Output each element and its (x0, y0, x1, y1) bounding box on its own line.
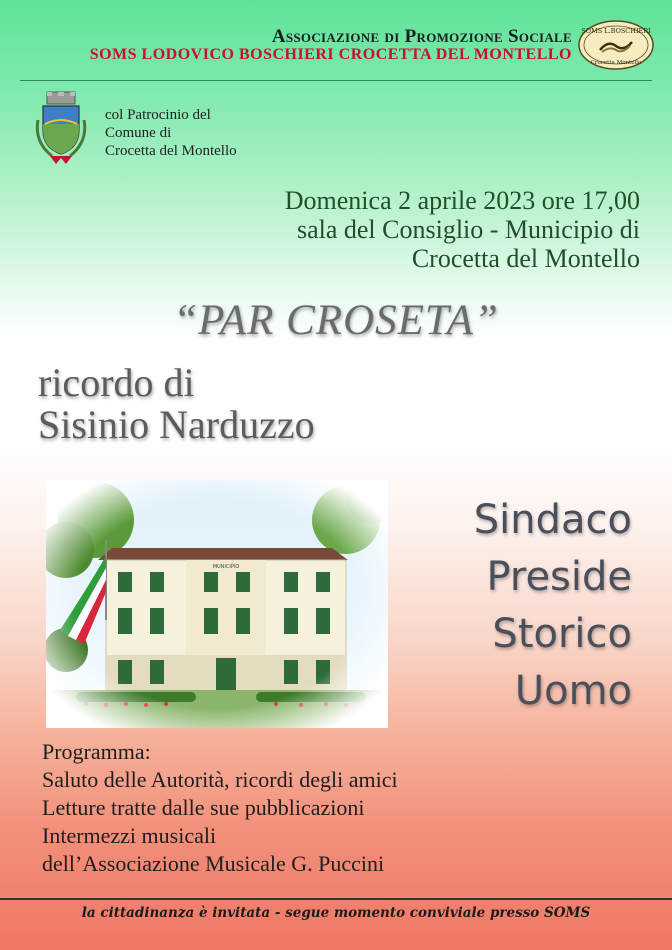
logo-text-top: SOMS L.BOSCHIERI (581, 27, 651, 35)
role-item: Uomo (514, 668, 632, 714)
patronage-text (105, 106, 237, 160)
event-subtitle (38, 362, 315, 446)
program-heading: Programma: (42, 739, 151, 764)
event-date-time: Domenica 2 aprile 2023 ore 17,00 (284, 186, 640, 215)
footer-note: la cittadinanza è invitata - segue momento conviviale presso SOMS (81, 905, 591, 921)
patronage-line: Comune di (105, 125, 172, 141)
role-item: Preside (486, 554, 632, 600)
program-item: Letture tratte dalle sue pubblicazioni (42, 795, 365, 820)
program-item: Saluto delle Autorità, ricordi degli amici (42, 767, 398, 792)
subtitle-line: Sisinio Narduzzo (38, 402, 315, 447)
program-item: Intermezzi musicali (42, 823, 217, 848)
soms-logo (578, 20, 654, 70)
patronage-line: Crocetta del Montello (105, 143, 237, 159)
program-section (42, 738, 398, 878)
role-item: Sindaco (473, 497, 632, 543)
roles-list (420, 492, 632, 720)
town-hall-photo (46, 480, 388, 728)
role-item: Storico (492, 611, 632, 657)
event-venue-line: Crocetta del Montello (411, 244, 640, 273)
association-full-name: SOMS LODOVICO BOSCHIERI CROCETTA DEL MONTELLO (89, 46, 572, 63)
association-name: Associazione di Promozione Sociale (271, 26, 572, 47)
patronage-line: col Patrocinio del (105, 107, 211, 123)
event-venue-line: sala del Consiglio - Municipio di (296, 215, 640, 244)
header-divider (20, 80, 652, 81)
coat-of-arms-icon (30, 90, 92, 168)
subtitle-line: ricordo di (38, 360, 195, 405)
event-title: “PAR CROSETA” (173, 297, 499, 344)
logo-text-bottom: Crocetta Montello (590, 60, 642, 66)
event-info (150, 186, 640, 273)
footer-divider (0, 898, 672, 900)
program-item: dell’Associazione Musicale G. Puccini (42, 851, 385, 876)
